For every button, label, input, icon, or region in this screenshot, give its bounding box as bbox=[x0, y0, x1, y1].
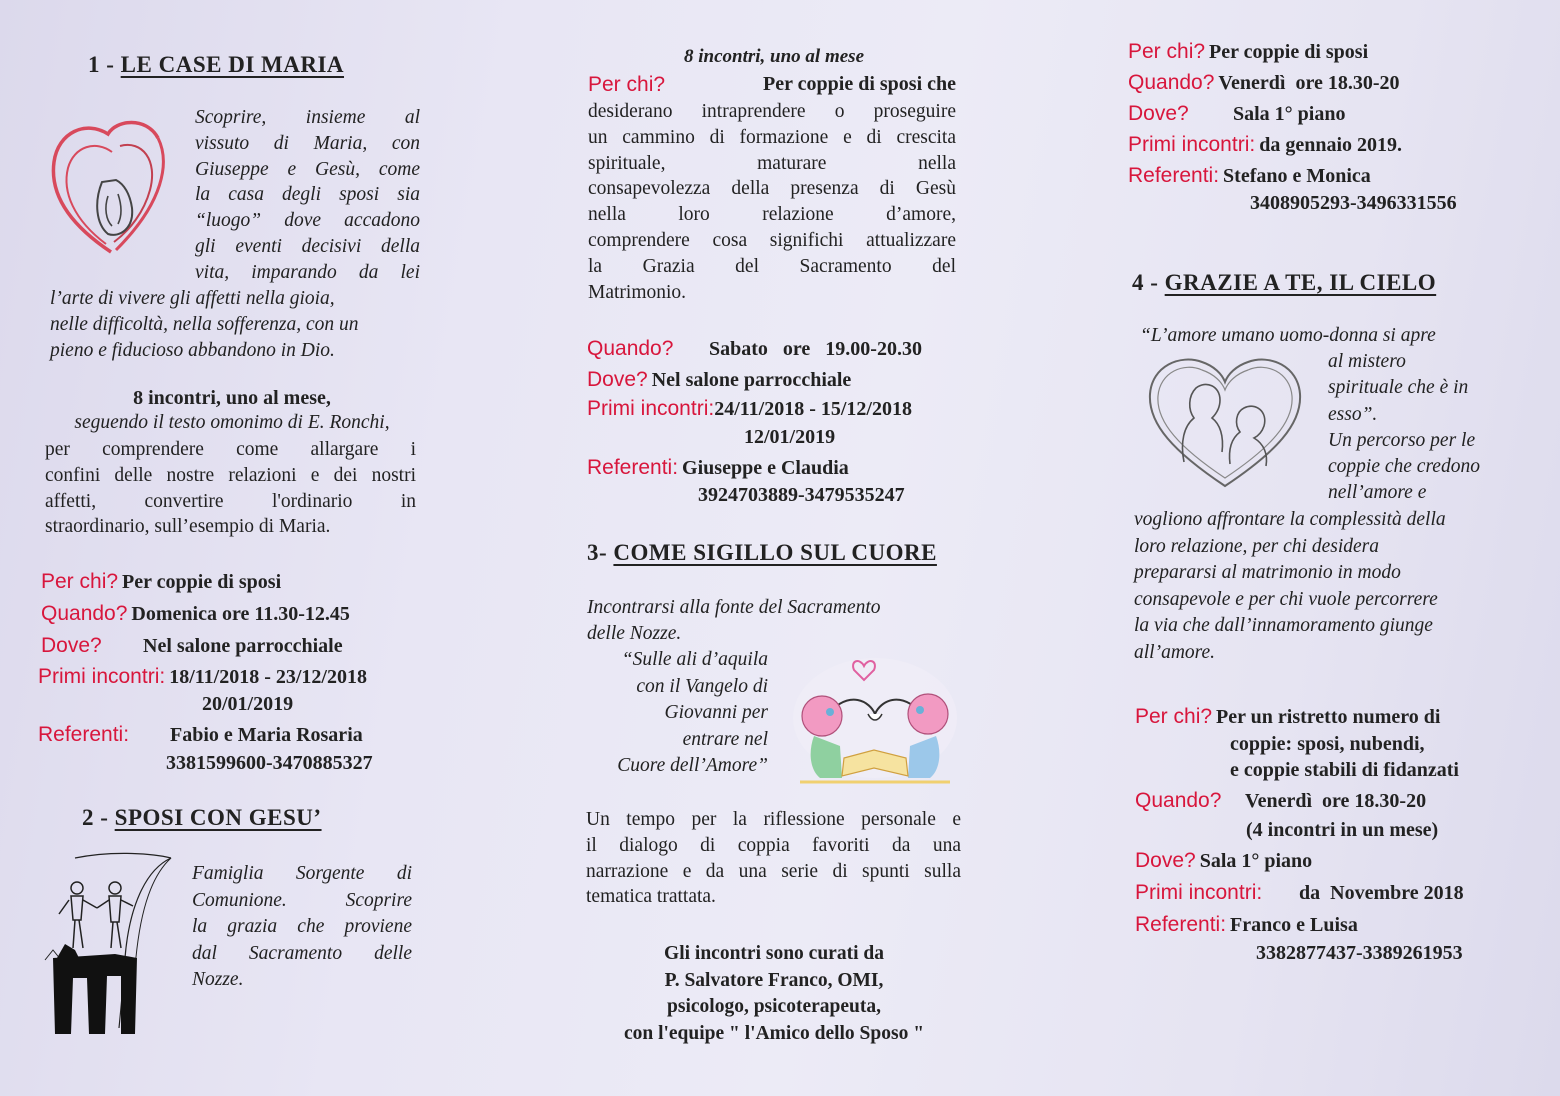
text-line: loro relazione, per chi desidera bbox=[1134, 535, 1379, 557]
referenti-phone: 3408905293-3496331556 bbox=[1250, 192, 1457, 214]
section-4-dove bbox=[1135, 849, 1312, 873]
section-1-text-italic: seguendo il testo omonimo di E. Ronchi, bbox=[74, 412, 390, 433]
section-4-quote bbox=[1328, 349, 1518, 507]
quando-value-2: (4 incontri in un mese) bbox=[1246, 819, 1439, 841]
quote-line: Un percorso per le bbox=[1328, 429, 1476, 451]
text-line: la via che dall’innamoramento giunge bbox=[1134, 615, 1433, 636]
intro-line: pieno e fiducioso abbandono in Dio. bbox=[50, 339, 335, 361]
section-3-heading bbox=[587, 540, 937, 566]
text-line: Matrimonio. bbox=[588, 281, 687, 303]
primi-value: 18/11/2018 - 23/12/2018 bbox=[169, 666, 367, 688]
intro-line: vita, imparando da lei bbox=[195, 261, 420, 283]
intro-line: gli eventi decisivi della bbox=[195, 235, 420, 257]
primi-label: Primi incontri: bbox=[1128, 133, 1256, 156]
section-2-description bbox=[588, 99, 956, 305]
section-1-text bbox=[45, 437, 416, 540]
section-4-description bbox=[1134, 507, 1514, 666]
text-line: la Grazia del Sacramento del bbox=[588, 255, 956, 277]
section-3-curated-by bbox=[574, 941, 974, 1047]
holy-family-heart-icon bbox=[46, 112, 176, 262]
primi-label: Primi incontri: bbox=[587, 397, 715, 420]
text-line: spirituale, maturare nella bbox=[588, 152, 956, 174]
perchi-value: Per un ristretto numero di bbox=[1216, 706, 1441, 728]
section-3-quote bbox=[586, 647, 768, 780]
section-1-heading bbox=[88, 52, 344, 78]
quando-value: Venerdì ore 18.30-20 bbox=[1245, 790, 1427, 812]
text-line: Un tempo per la riflessione personale e bbox=[586, 809, 961, 830]
section-1-quando bbox=[41, 602, 350, 626]
quote-line: al mistero bbox=[1328, 351, 1406, 372]
perchi-value-3: e coppie stabili di fidanzati bbox=[1230, 759, 1459, 781]
section-4-quando bbox=[1135, 789, 1426, 813]
referenti-value: Fabio e Maria Rosaria bbox=[170, 724, 363, 746]
referenti-label: Referenti: bbox=[1128, 164, 1220, 187]
primi-value: da Novembre 2018 bbox=[1299, 882, 1464, 904]
section-1-number: 1 - bbox=[88, 52, 115, 77]
intro-line: nelle difficoltà, nella sofferenza, con un bbox=[50, 313, 359, 335]
primi-label: Primi incontri: bbox=[1135, 881, 1263, 904]
text-line: dal Sacramento delle bbox=[192, 942, 412, 964]
text-line: il dialogo di coppia favoriti da una bbox=[586, 834, 961, 856]
text-line: straordinario, sull’esempio di Maria. bbox=[45, 516, 331, 538]
intro-line: vissuto di Maria, con bbox=[195, 132, 420, 154]
referenti-phone: 3381599600-3470885327 bbox=[166, 752, 373, 774]
text-line: Famiglia Sorgente di bbox=[192, 863, 412, 884]
couple-praying-icon bbox=[790, 648, 960, 788]
text-line: consapevolezza della presenza di Gesù bbox=[588, 178, 956, 200]
section-4-primi bbox=[1135, 881, 1464, 905]
quando-label: Quando? bbox=[587, 337, 674, 360]
quando-value: Venerdì ore 18.30-20 bbox=[1218, 72, 1400, 94]
section-2-perchi bbox=[588, 73, 956, 97]
text-line: consapevole e per chi vuole percorrere bbox=[1134, 588, 1438, 610]
section-1-primi bbox=[38, 665, 367, 689]
curated-line: Gli incontri sono curati da bbox=[664, 943, 884, 964]
family-silhouette-icon bbox=[35, 848, 175, 1038]
text-line: Nozze. bbox=[192, 969, 244, 990]
perchi-value-2: coppie: sposi, nubendi, bbox=[1230, 733, 1425, 755]
perchi-label: Per chi? bbox=[41, 570, 119, 593]
section-3-quando bbox=[1128, 71, 1400, 95]
section-2-primi bbox=[587, 397, 912, 421]
section-3-number: 3- bbox=[587, 540, 608, 565]
intro-line: Scoprire, insieme al bbox=[195, 107, 420, 128]
quote-line: “Sulle ali d’aquila bbox=[621, 649, 768, 670]
dove-label: Dove? bbox=[1128, 102, 1189, 125]
referenti-value: Stefano e Monica bbox=[1223, 165, 1371, 187]
section-3-referenti bbox=[1128, 164, 1371, 188]
perchi-label: Per chi? bbox=[588, 73, 666, 96]
section-4-title: GRAZIE A TE, IL CIELO bbox=[1164, 270, 1437, 295]
dove-value: Sala 1° piano bbox=[1233, 103, 1346, 125]
quote-line: con il Vangelo di bbox=[636, 675, 768, 697]
text-line: per comprendere come allargare i bbox=[45, 439, 416, 460]
text-line: affetti, convertire l'ordinario in bbox=[45, 490, 416, 512]
intro-line: la casa degli sposi sia bbox=[195, 184, 420, 206]
quando-label: Quando? bbox=[41, 602, 128, 625]
referenti-label: Referenti: bbox=[38, 723, 130, 746]
perchi-value: Per coppie di sposi bbox=[122, 571, 282, 593]
section-1-intro-wide bbox=[50, 286, 420, 363]
curated-line: P. Salvatore Franco, OMI, bbox=[664, 969, 884, 991]
perchi-label: Per chi? bbox=[1135, 705, 1213, 728]
text-line: Comunione. Scoprire bbox=[192, 889, 412, 911]
intro-line: “luogo” dove accadono bbox=[195, 210, 420, 232]
section-4-referenti bbox=[1135, 913, 1358, 937]
section-2-heading bbox=[82, 805, 322, 831]
text-line: un cammino di formazione e di crescita bbox=[588, 126, 956, 148]
text-line: confini delle nostre relazioni e dei nostri bbox=[45, 464, 416, 486]
section-3-perchi bbox=[1128, 40, 1368, 64]
text-line: all’amore. bbox=[1134, 641, 1216, 663]
text-line: prepararsi al matrimonio in modo bbox=[1134, 562, 1401, 583]
intro-line: Giuseppe e Gesù, come bbox=[195, 158, 420, 180]
quote-line: spirituale che è in bbox=[1328, 377, 1469, 399]
couple-heart-icon bbox=[1144, 352, 1306, 492]
referenti-value: Giuseppe e Claudia bbox=[682, 457, 849, 479]
primi-value: da gennaio 2019. bbox=[1259, 134, 1403, 156]
curated-line: psicologo, psicoterapeuta, bbox=[667, 996, 881, 1017]
primi-value-2: 12/01/2019 bbox=[744, 426, 836, 448]
text-line: vogliono affrontare la complessità della bbox=[1134, 509, 1446, 530]
dove-label: Dove? bbox=[41, 634, 102, 657]
section-3-primi bbox=[1128, 133, 1402, 157]
text-line: comprendere cosa significhi attualizzare bbox=[588, 229, 956, 251]
referenti-phone: 3382877437-3389261953 bbox=[1256, 942, 1463, 964]
text-line: narrazione e da una serie di spunti sulla bbox=[586, 860, 961, 882]
text-line: nella loro relazione d’amore, bbox=[588, 204, 956, 226]
primi-label: Primi incontri: bbox=[38, 665, 166, 688]
dove-value: Nel salone parrocchiale bbox=[651, 369, 852, 391]
text-line: Incontrarsi alla fonte del Sacramento bbox=[587, 597, 881, 618]
section-3-intro bbox=[587, 595, 957, 647]
section-2-number: 2 - bbox=[82, 805, 109, 830]
quote-line: Giovanni per bbox=[664, 702, 768, 723]
section-4-quote-first: “L’amore umano uomo-donna si apre bbox=[1140, 325, 1436, 346]
section-2-meetings: 8 incontri, uno al mese bbox=[684, 46, 864, 67]
primi-value: 24/11/2018 - 15/12/2018 bbox=[714, 398, 912, 420]
quote-line: esso”. bbox=[1328, 403, 1378, 425]
perchi-value: Per coppie di sposi che bbox=[763, 73, 956, 95]
quote-line: entrare nel bbox=[682, 728, 768, 750]
section-3-dove bbox=[1128, 102, 1345, 126]
quote-line: nell’amore e bbox=[1328, 482, 1427, 504]
curated-line: con l'equipe " l'Amico dello Sposo " bbox=[623, 1022, 925, 1044]
section-4-perchi bbox=[1135, 705, 1440, 729]
perchi-value: Per coppie di sposi bbox=[1209, 41, 1369, 63]
section-3-title: COME SIGILLO SUL CUORE bbox=[613, 540, 937, 565]
dove-label: Dove? bbox=[1135, 849, 1196, 872]
section-2-dove bbox=[587, 368, 851, 392]
quando-value: Sabato ore 19.00-20.30 bbox=[709, 338, 922, 360]
section-1-referenti bbox=[38, 723, 363, 747]
quote-line: Cuore dell’Amore” bbox=[617, 755, 768, 776]
quote-line: coppie che credono bbox=[1328, 456, 1480, 478]
dove-value: Sala 1° piano bbox=[1199, 850, 1313, 872]
text-line: la grazia che proviene bbox=[192, 916, 412, 937]
referenti-phone: 3924703889-3479535247 bbox=[698, 484, 905, 506]
section-4-number: 4 - bbox=[1132, 270, 1159, 295]
section-1-perchi bbox=[41, 570, 281, 594]
referenti-value: Franco e Luisa bbox=[1230, 914, 1358, 936]
referenti-label: Referenti: bbox=[1135, 913, 1227, 936]
section-2-quando bbox=[587, 337, 922, 361]
dove-label: Dove? bbox=[587, 368, 648, 391]
section-2-referenti bbox=[587, 456, 849, 480]
section-1-meetings: 8 incontri, uno al mese, bbox=[133, 387, 331, 409]
section-2-intro bbox=[192, 861, 412, 994]
text-line: delle Nozze. bbox=[587, 622, 682, 644]
intro-line: l’arte di vivere gli affetti nella gioia, bbox=[50, 288, 335, 309]
section-2-title: SPOSI CON GESU’ bbox=[114, 805, 322, 830]
section-4-heading bbox=[1132, 270, 1436, 296]
quando-value: Domenica ore 11.30-12.45 bbox=[131, 603, 350, 625]
primi-value-2: 20/01/2019 bbox=[202, 693, 294, 715]
section-1-dove bbox=[41, 634, 343, 658]
referenti-label: Referenti: bbox=[587, 456, 679, 479]
section-1-title: LE CASE DI MARIA bbox=[120, 52, 345, 77]
text-line: desiderano intraprendere o proseguire bbox=[588, 101, 956, 122]
section-3-description bbox=[586, 807, 961, 910]
quando-label: Quando? bbox=[1135, 789, 1222, 812]
dove-value: Nel salone parrocchiale bbox=[143, 635, 343, 657]
perchi-label: Per chi? bbox=[1128, 40, 1206, 63]
quando-label: Quando? bbox=[1128, 71, 1215, 94]
section-1-intro-narrow bbox=[195, 105, 420, 286]
text-line: tematica trattata. bbox=[586, 886, 716, 908]
